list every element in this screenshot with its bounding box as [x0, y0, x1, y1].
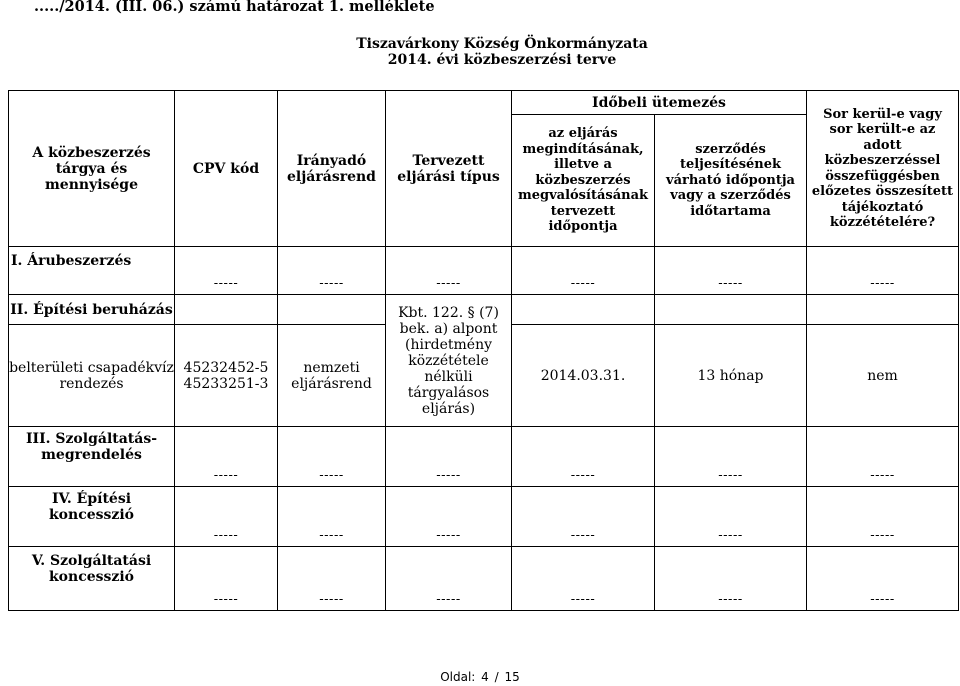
- empty-cell: -----: [175, 527, 278, 547]
- procedure-type-value: Kbt. 122. § (7) bek. a) alpont (hirdetmény közzététele nélküli tárgyalásos eljárás): [386, 295, 512, 427]
- empty-cell: -----: [386, 467, 512, 487]
- page-current: 4: [481, 670, 489, 684]
- col-header-schedule: Időbeli ütemezés: [512, 91, 807, 115]
- empty-cell: -----: [386, 527, 512, 547]
- procurement-plan-table: [8, 90, 959, 611]
- section-works-concession: IV. Építési koncesszió: [9, 487, 175, 527]
- section-services: III. Szolgáltatás-megrendelés: [9, 427, 175, 467]
- page-total: 15: [504, 670, 520, 684]
- annex-line: ...../2014. (III. 06.) számú határozat 1. melléklete: [34, 0, 435, 15]
- page-number: [0, 670, 960, 684]
- section-construction: II. Építési beruházás: [9, 295, 175, 325]
- org-name: Tiszavárkony Község Önkormányzata: [356, 36, 648, 52]
- empty-cell: -----: [175, 275, 278, 295]
- cpv-codes: 45232452-5 45233251-3: [175, 325, 278, 427]
- empty-cell: -----: [655, 467, 807, 487]
- empty-cell: -----: [655, 275, 807, 295]
- empty-cell: -----: [175, 591, 278, 611]
- empty-cell: -----: [175, 467, 278, 487]
- empty-cell: -----: [807, 591, 959, 611]
- empty-cell: -----: [278, 591, 386, 611]
- start-date: 2014.03.31.: [512, 325, 655, 427]
- empty-cell: -----: [807, 275, 959, 295]
- plan-title: 2014. évi közbeszerzési terve: [387, 52, 617, 68]
- prior-notice-value: nem: [807, 325, 959, 427]
- col-header-procedure-type: Tervezett eljárási típus: [386, 91, 512, 247]
- empty-cell: -----: [278, 275, 386, 295]
- empty-cell: -----: [512, 527, 655, 547]
- col-header-cpv: CPV kód: [175, 91, 278, 247]
- col-header-start: az eljárás megindításának, illetve a közbeszerzés megvalósításának tervezett időpontja: [512, 115, 655, 247]
- empty-cell: -----: [512, 467, 655, 487]
- col-header-completion: szerződés teljesítésének várható időpontja vagy a szerződés időtartama: [655, 115, 807, 247]
- col-header-procedure-rule: Irányadó eljárásrend: [278, 91, 386, 247]
- empty-cell: -----: [278, 467, 386, 487]
- col-header-subject: A közbeszerzés tárgya és mennyisége: [9, 91, 175, 247]
- section-goods: I. Árubeszerzés: [9, 247, 175, 275]
- empty-cell: -----: [278, 527, 386, 547]
- empty-cell: -----: [386, 591, 512, 611]
- procedure-rule-value: nemzeti eljárásrend: [278, 325, 386, 427]
- empty-cell: -----: [512, 275, 655, 295]
- empty-cell: -----: [655, 527, 807, 547]
- page-label: Oldal:: [440, 670, 476, 684]
- construction-subject: belterületi csapadékvíz rendezés: [9, 325, 175, 427]
- empty-cell: -----: [386, 275, 512, 295]
- document-title: [0, 36, 960, 68]
- section-service-concession: V. Szolgáltatási koncesszió: [9, 547, 175, 591]
- col-header-prior-notice: Sor kerül-e vagy sor került-e az adott közbeszerzéssel összefüggésben előzetes összesített tájékoztató közzétételére?: [807, 91, 959, 247]
- empty-cell: -----: [807, 527, 959, 547]
- empty-cell: -----: [512, 591, 655, 611]
- empty-cell: -----: [807, 467, 959, 487]
- empty-cell: -----: [655, 591, 807, 611]
- page-separator: /: [494, 670, 499, 684]
- completion-duration: 13 hónap: [655, 325, 807, 427]
